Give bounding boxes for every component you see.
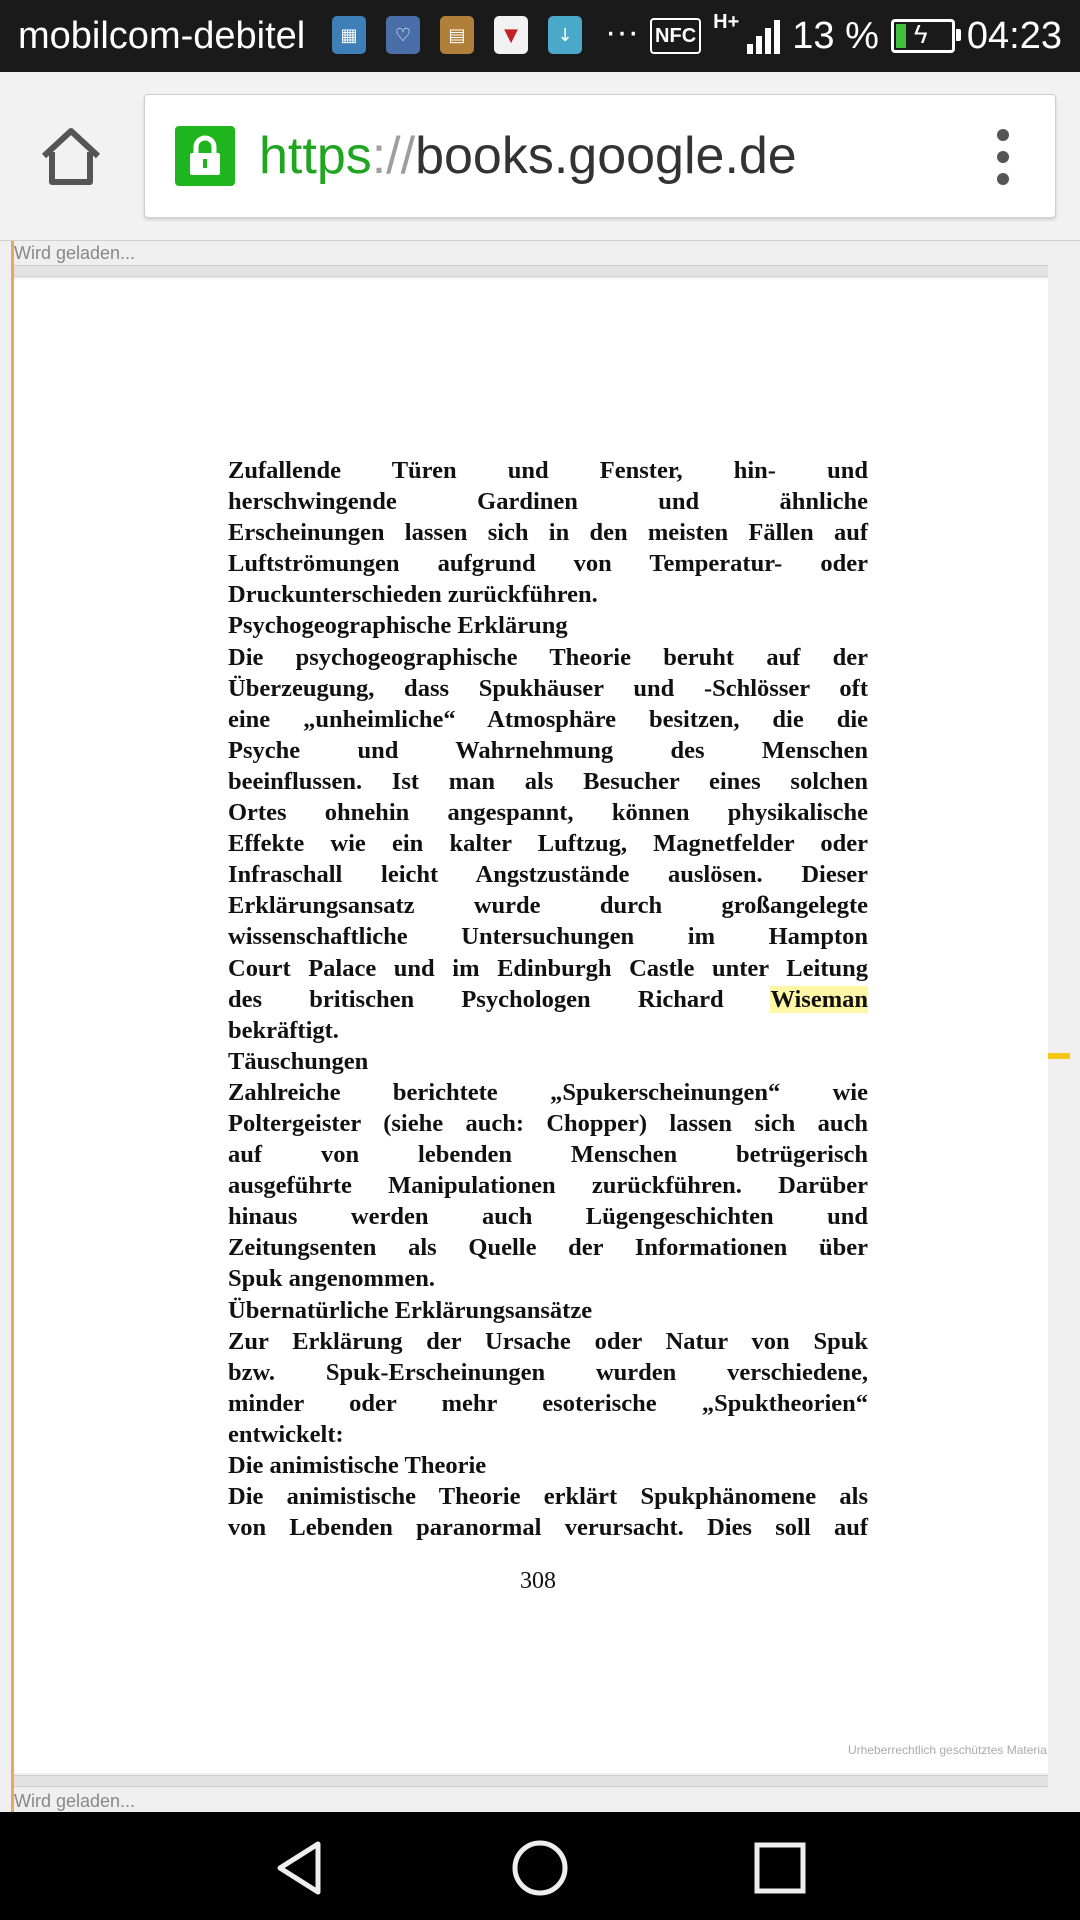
notification-icons [332,16,582,54]
text-line: auf von lebenden Menschen betrügerisch [228,1141,868,1169]
text-line: Zeitungsenten als Quelle der Informationen über [228,1234,868,1262]
clipboard-icon: ▤ [440,16,474,54]
text-line: Zur Erklärung der Ursache oder Natur von Spuk [228,1327,868,1355]
url-host: books.google.de [415,127,797,185]
browser-toolbar [0,72,1080,241]
page-divider-top [14,265,1048,277]
download-icon: ↓ [548,16,582,54]
text-line: Infraschall leicht Angstzustände auslösen. Dieser [228,861,868,889]
text-line: Zahlreiche berichtete „Spukerscheinungen“ wie [228,1078,868,1106]
text-line: von Lebenden paranormal verursacht. Dies soll auf [228,1514,868,1542]
url-text[interactable] [259,123,797,189]
battery-icon: ϟ [891,19,955,53]
search-highlight: Wiseman [770,985,868,1013]
text-line: Spuk angenommen. [228,1265,435,1293]
url-separator: :// [371,127,416,185]
book-text [228,455,868,1543]
book-viewer[interactable] [0,241,1080,1812]
battery-percent: 13 % [792,15,879,57]
text-line: Zufallende Türen und Fenster, hin- und [228,457,868,484]
text-line: Effekte wie ein kalter Luftzug, Magnetfelder oder [228,830,868,858]
text-line: Übernatürliche Erklärungsansätze [228,1296,593,1324]
signal-icon [747,18,780,54]
text-line: entwickelt: [228,1420,344,1448]
text-line: Court Palace und im Edinburgh Castle unter Leitung [228,954,868,982]
url-bar[interactable] [144,94,1056,218]
shield-icon: ▼ [494,16,528,54]
text-line: Luftströmungen aufgrund von Temperatur- oder [228,550,868,578]
text-line: Die psychogeographische Theorie beruht auf der [228,643,868,671]
text-line: bzw. Spuk-Erscheinungen wurden verschiedene, [228,1358,868,1386]
text-line: Ortes ohnehin angespannt, können physikalische [228,799,868,827]
text-line: beeinflussen. Ist man als Besucher eines solchen [228,767,868,795]
page-number: 308 [520,1568,556,1594]
loading-indicator-bottom: Wird geladen... [14,1791,136,1811]
text-line: Täuschungen [228,1047,369,1075]
text-line: des britischen Psychologen Richard Wiseman [228,985,868,1013]
text-line: ausgeführte Manipulationen zurückführen. Darüber [228,1172,868,1200]
loading-indicator-top: Wird geladen... [14,243,136,263]
text-line: herschwingende Gardinen und ähnliche [228,488,868,516]
carrier-name: mobilcom-debitel [18,15,306,57]
text-line: Psyche und Wahrnehmung des Menschen [228,736,868,764]
home-icon[interactable] [36,122,106,192]
book-page [14,279,1048,1773]
text-line: Druckunterschieden zurückführen. [228,581,598,609]
menu-icon[interactable] [997,129,1011,185]
text-line: Die animistische Theorie [228,1452,487,1479]
text-line: Psychogeographische Erklärung [228,612,568,640]
text-line: Erscheinungen lassen sich in den meisten Fällen auf [228,519,868,547]
text-line: wissenschaftliche Untersuchungen im Hampton [228,923,868,951]
text-line: Poltergeister (siehe auch: Chopper) lassen sich auch [228,1109,868,1137]
home-circle-icon[interactable] [510,1838,570,1898]
lock-icon[interactable] [175,126,235,186]
health-icon: ♡ [386,16,420,54]
navigation-bar [0,1812,1080,1920]
clock: 04:23 [966,15,1062,57]
text-line: bekräftigt. [228,1016,339,1044]
status-bar [0,0,1080,72]
text-line: hinaus werden auch Lügengeschichten und [228,1203,868,1231]
text-line: Die animistische Theorie erklärt Spukphänomene als [228,1483,868,1511]
system-status [650,12,1062,60]
text-line: Überzeugung, dass Spukhäuser und -Schlösser oft [228,674,868,702]
back-icon[interactable] [270,1838,330,1898]
copyright-notice: Urheberrechtlich geschütztes Materia [848,1743,1047,1757]
scroll-position-marker [1048,1053,1070,1059]
emui-icon: ▦ [332,16,366,54]
recents-icon[interactable] [750,1838,810,1898]
page-divider-bottom [14,1775,1048,1787]
text-line: minder oder mehr esoterische „Spuktheorien“ [228,1389,868,1417]
url-scheme: https [259,127,372,185]
text-line: eine „unheimliche“ Atmosphäre besitzen, die die [228,705,868,733]
more-notifications-icon: ··· [605,13,639,51]
text-line: Erklärungsansatz wurde durch großangelegte [228,892,868,920]
network-type: H+ [713,11,740,33]
nfc-icon: NFC [650,18,701,54]
